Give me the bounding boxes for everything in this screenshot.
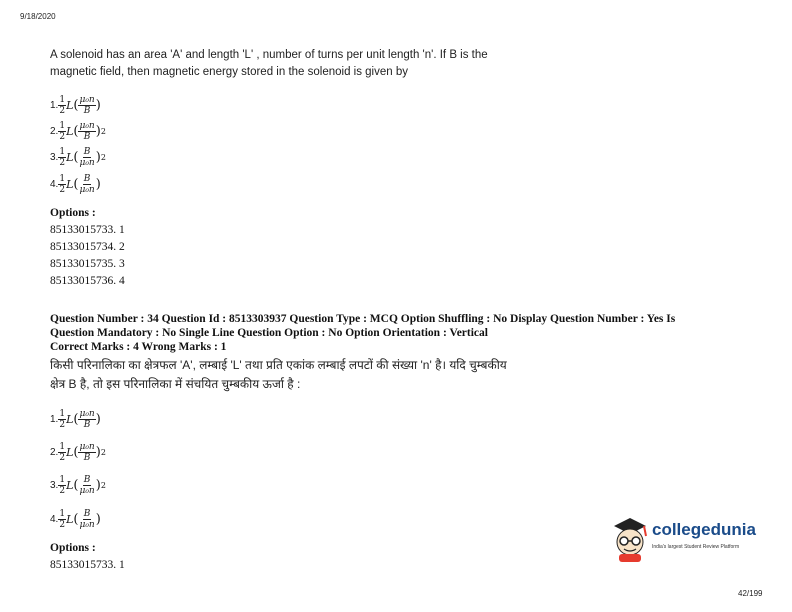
option-number: 4.: [50, 513, 59, 525]
question-text-line1: A solenoid has an area 'A' and length 'L' , number of turns per unit length 'n'. If B is the: [50, 49, 488, 61]
option-number: 2.: [50, 446, 59, 458]
question-meta-line2: Question Mandatory : No Single Line Question Option : No Option Orientation : Vertical: [50, 327, 488, 339]
page-number: 42/199: [738, 589, 763, 598]
mu-n-over-b: $\frac{\text{μ₀n}}{B}$: [79, 408, 95, 430]
brand-tagline: India's largest Student Review Platform: [652, 544, 740, 550]
option-number: 3.: [50, 479, 59, 491]
formula-option-4: 4. $\frac{1}{2}$ L ( $\frac{B}{\text{μ₀n}}$ ): [50, 173, 101, 195]
length-symbol: L: [66, 412, 74, 426]
b-over-mu-n: $\frac{B}{\text{μ₀n}}$: [79, 508, 95, 530]
options-label: Options :: [50, 542, 96, 554]
mascot-icon: [610, 514, 650, 564]
formula-option-3: 3. $\frac{1}{2}$ L ( $\frac{B}{\text{μ₀n}}$ ) 2: [50, 474, 106, 496]
length-symbol: L: [66, 512, 74, 526]
option-number: 1.: [50, 99, 59, 111]
half-fraction: $\frac{1}{2}$: [59, 146, 66, 168]
option-number: 2.: [50, 125, 59, 137]
half-fraction: $\frac{1}{2}$: [59, 173, 66, 195]
hindi-question-line1: किसी परिनालिका का क्षेत्रफल 'A', लम्बाई 'L' तथा प्रति एकांक लम्बाई लपटों की संख्या 'n' है। यदि चुम्बकीय: [50, 358, 507, 372]
formula-option-1: 1. $\frac{1}{2}$ L ( $\frac{\text{μ₀n}}{B}$ ): [50, 94, 101, 116]
b-over-mu-n: $\frac{B}{\text{μ₀n}}$: [79, 173, 95, 195]
question-meta-line1: Question Number : 34 Question Id : 8513303937 Question Type : MCQ Option Shuffling : No Display Question Number : Yes Is: [50, 313, 676, 325]
print-date: 9/18/2020: [20, 12, 56, 21]
length-symbol: L: [66, 98, 74, 112]
question-meta: [50, 312, 740, 354]
formula-option-3: 3. $\frac{1}{2}$ L ( $\frac{B}{\text{μ₀n}}$ ) 2: [50, 146, 106, 168]
option-id: 85133015735. 3: [50, 258, 125, 270]
marks-line: Correct Marks : 4 Wrong Marks : 1: [50, 341, 227, 353]
brand-name: collegedunia: [652, 520, 756, 539]
half-fraction: $\frac{1}{2}$: [59, 474, 66, 496]
question-text-line2: magnetic field, then magnetic energy stored in the solenoid is given by: [50, 66, 408, 78]
option-number: 4.: [50, 178, 59, 190]
mu-n-over-b: $\frac{\text{μ₀n}}{B}$: [79, 94, 95, 116]
mu-n-over-b: $\frac{\text{μ₀n}}{B}$: [79, 441, 95, 463]
formula-option-4: 4. $\frac{1}{2}$ L ( $\frac{B}{\text{μ₀n}}$ ): [50, 508, 101, 530]
length-symbol: L: [66, 124, 74, 138]
option-id: 85133015734. 2: [50, 241, 125, 253]
length-symbol: L: [66, 150, 74, 164]
collegedunia-logo: [610, 514, 770, 574]
length-symbol: L: [66, 177, 74, 191]
option-number: 3.: [50, 151, 59, 163]
mu-n-over-b: $\frac{\text{μ₀n}}{B}$: [79, 120, 95, 142]
option-id: 85133015733. 1: [50, 559, 125, 571]
formula-option-1: 1. $\frac{1}{2}$ L ( $\frac{\text{μ₀n}}{B}$ ): [50, 408, 101, 430]
formula-option-2: 2. $\frac{1}{2}$ L ( $\frac{\text{μ₀n}}{B}$ ) 2: [50, 120, 106, 142]
options-label: Options :: [50, 207, 96, 219]
half-fraction: $\frac{1}{2}$: [59, 441, 66, 463]
option-id: 85133015733. 1: [50, 224, 125, 236]
option-number: 1.: [50, 413, 59, 425]
option-id: 85133015736. 4: [50, 275, 125, 287]
hindi-question-line2: क्षेत्र B है, तो इस परिनालिका में संचयित चुम्बकीय ऊर्जा है :: [50, 377, 301, 391]
b-over-mu-n: $\frac{B}{\text{μ₀n}}$: [79, 146, 95, 168]
half-fraction: $\frac{1}{2}$: [59, 120, 66, 142]
formula-option-2: 2. $\frac{1}{2}$ L ( $\frac{\text{μ₀n}}{B}$ ) 2: [50, 441, 106, 463]
length-symbol: L: [66, 445, 74, 459]
half-fraction: $\frac{1}{2}$: [59, 508, 66, 530]
half-fraction: $\frac{1}{2}$: [59, 94, 66, 116]
half-fraction: $\frac{1}{2}$: [59, 408, 66, 430]
b-over-mu-n: $\frac{B}{\text{μ₀n}}$: [79, 474, 95, 496]
length-symbol: L: [66, 478, 74, 492]
